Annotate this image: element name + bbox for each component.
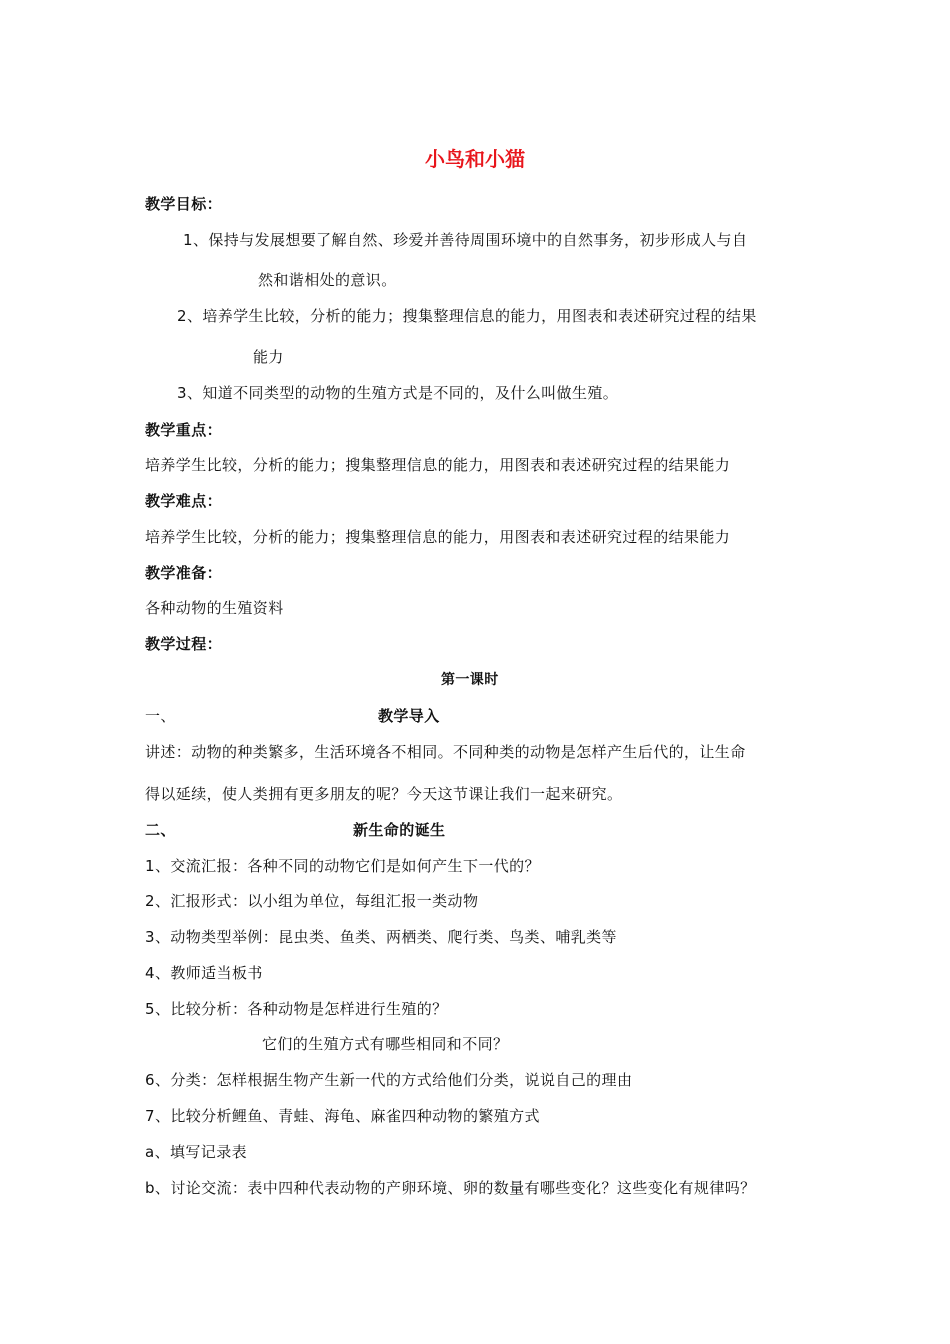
list-item: 7、比较分析鲤鱼、青蛙、海龟、麻雀四种动物的繁殖方式	[145, 1107, 540, 1125]
section-1-text-line-2: 得以延续，使人类拥有更多朋友的呢？今天这节课让我们一起来研究。	[145, 785, 623, 803]
section-1-title: 教学导入	[378, 707, 440, 725]
objective-3: 3、知道不同类型的动物的生殖方式是不同的，及什么叫做生殖。	[177, 384, 619, 402]
difficulties-heading: 教学难点：	[145, 492, 223, 510]
section-2-number: 二、	[145, 821, 176, 839]
preparation-text: 各种动物的生殖资料	[145, 599, 284, 617]
process-heading: 教学过程：	[145, 635, 223, 653]
list-item: 2、汇报形式：以小组为单位，每组汇报一类动物	[145, 892, 479, 910]
difficulties-text: 培养学生比较，分析的能力；搜集整理信息的能力，用图表和表述研究过程的结果能力	[145, 528, 731, 546]
objective-1-line-1: 1、保持与发展想要了解自然、珍爱并善待周围环境中的自然事务，初步形成人与自	[183, 231, 748, 249]
list-item: 它们的生殖方式有哪些相同和不同？	[262, 1035, 509, 1053]
objective-2-line-2: 能力	[253, 348, 284, 366]
section-1-text-line-1: 讲述：动物的种类繁多，生活环境各不相同。不同种类的动物是怎样产生后代的，让生命	[145, 743, 746, 761]
key-points-text: 培养学生比较，分析的能力；搜集整理信息的能力，用图表和表述研究过程的结果能力	[145, 456, 731, 474]
list-item: b、讨论交流：表中四种代表动物的产卵环境、卵的数量有哪些变化？这些变化有规律吗？	[145, 1179, 756, 1197]
list-item: 5、比较分析：各种动物是怎样进行生殖的？	[145, 1000, 448, 1018]
list-item: a、填写记录表	[145, 1143, 247, 1161]
section-2-title: 新生命的诞生	[353, 821, 446, 839]
list-item: 3、动物类型举例：昆虫类、鱼类、两栖类、爬行类、鸟类、哺乳类等	[145, 928, 617, 946]
preparation-heading: 教学准备：	[145, 564, 223, 582]
objective-1-line-2: 然和谐相处的意识。	[258, 271, 397, 289]
document-title: 小鸟和小猫	[425, 147, 525, 171]
objectives-heading: 教学目标：	[145, 195, 223, 213]
list-item: 6、分类：怎样根据生物产生新一代的方式给他们分类，说说自己的理由	[145, 1071, 633, 1089]
list-item: 1、交流汇报：各种不同的动物它们是如何产生下一代的？	[145, 857, 540, 875]
section-1-number: 一、	[145, 707, 176, 725]
key-points-heading: 教学重点：	[145, 421, 223, 439]
objective-2-line-1: 2、培养学生比较，分析的能力；搜集整理信息的能力，用图表和表述研究过程的结果	[177, 307, 757, 325]
list-item: 4、教师适当板书	[145, 964, 263, 982]
lesson-heading: 第一课时	[441, 672, 499, 688]
